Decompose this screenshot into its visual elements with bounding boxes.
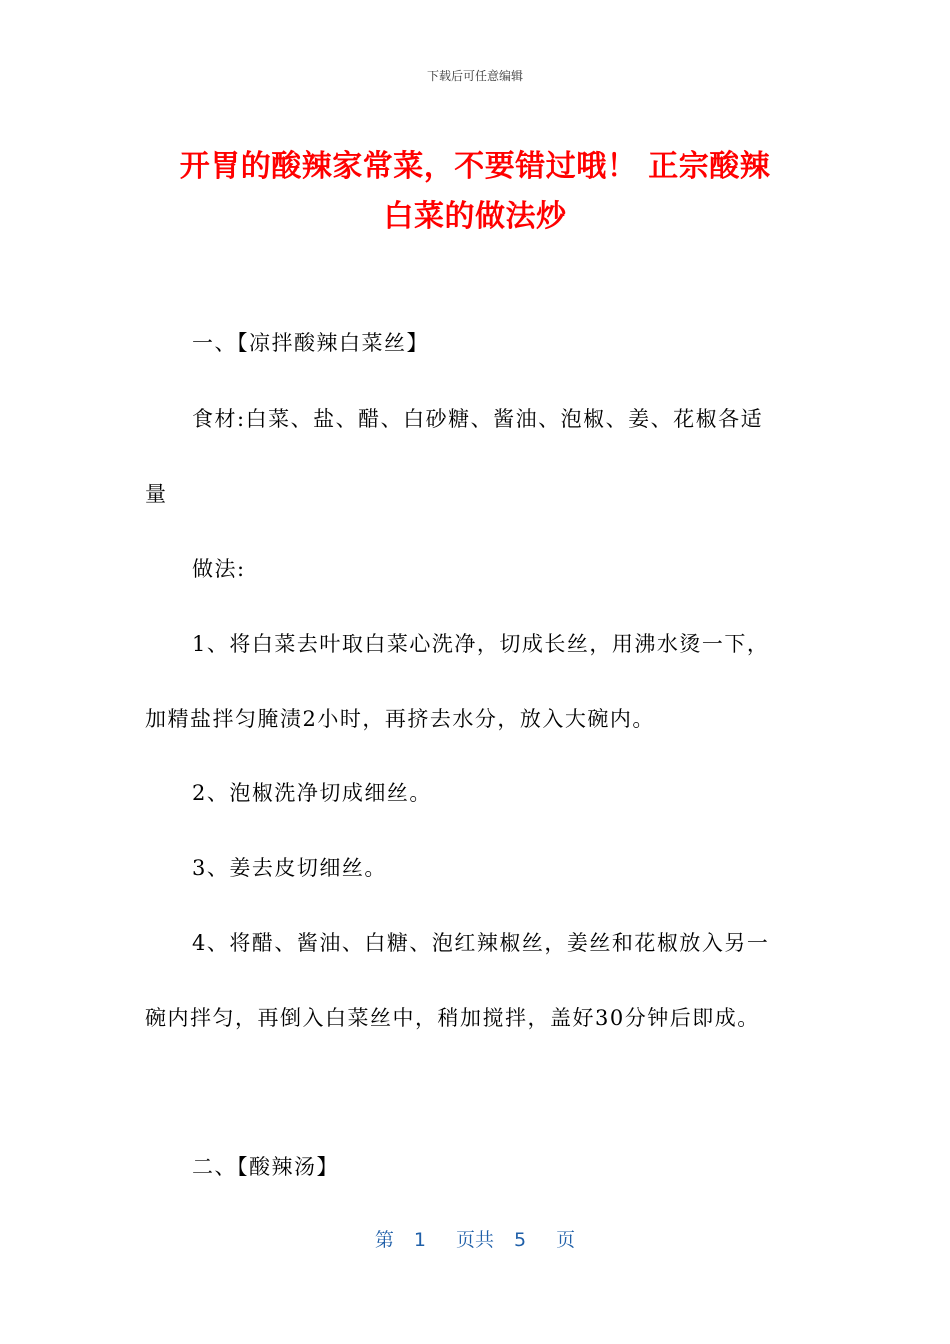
- method-label: 做法:: [192, 557, 246, 581]
- step1-line-1: 1、将白菜去叶取白菜心洗净，切成长丝，用沸水烫一下，: [192, 632, 770, 656]
- footer-total-pages: 5: [514, 1229, 527, 1251]
- header-note: 下载后可任意编辑: [426, 69, 523, 83]
- step4-line-2: 碗内拌匀，再倒入白菜丝中，稍加搅拌，盖好30分钟后即成。: [145, 1006, 760, 1030]
- footer-page-prefix: 第: [374, 1229, 394, 1251]
- ingredients-line-2: 量: [145, 482, 168, 506]
- page-footer: [0, 1225, 950, 1252]
- title-line-2: 白菜的做法炒: [383, 199, 567, 234]
- step3-text: 3、姜去皮切细丝。: [192, 856, 387, 880]
- step4-line-1: 4、将醋、酱油、白糖、泡红辣椒丝，姜丝和花椒放入另一: [192, 931, 770, 955]
- step1-line-2: 加精盐拌匀腌渍2小时，再挤去水分，放入大碗内。: [145, 707, 655, 731]
- step2-text: 2、泡椒洗净切成细丝。: [192, 781, 432, 805]
- title-line-1: 开胃的酸辣家常菜，不要错过哦！ 正宗酸辣: [179, 149, 771, 184]
- footer-page-mid: 页共: [455, 1229, 494, 1251]
- footer-current-page: 1: [413, 1229, 426, 1251]
- section2-heading: 二、【酸辣汤】: [192, 1155, 339, 1179]
- section1-heading: 一、【凉拌酸辣白菜丝】: [192, 331, 429, 355]
- footer-page-suffix: 页: [556, 1229, 576, 1251]
- ingredients-line-1: 食材:白菜、盐、醋、白砂糖、酱油、泡椒、姜、花椒各适: [192, 407, 764, 431]
- document-title: [140, 142, 810, 242]
